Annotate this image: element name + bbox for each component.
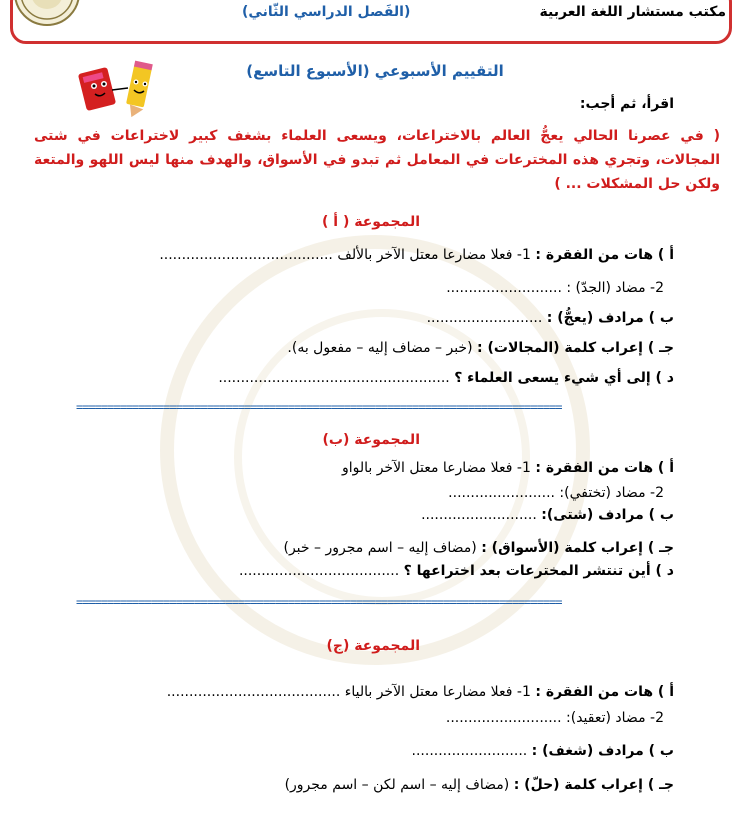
term-label: (الفَصل الدراسي الثّاني) [242, 4, 411, 20]
group-b-q4-text: .................................... [238, 563, 404, 579]
group-b-q4 [239, 563, 674, 579]
group-c-q3-text: (مضاف إليه – اسم لكن – اسم مجرور) [284, 777, 514, 793]
group-a-q1 [159, 247, 674, 263]
group-b-q1-label: أ ) هات من الفقرة : [535, 460, 674, 476]
group-b-q3 [284, 540, 675, 556]
group-c-q1-text: 1- فعلا مضارعا معتل الآخر بالياء ....................................... [166, 684, 536, 700]
group-a-title: المجموعة ( أ ) [322, 214, 420, 230]
group-a-q1-text: 1- فعلا مضارعا معتل الآخر بالألف ....................................... [159, 247, 536, 263]
group-b-q1b: 2- مضاد (تختفي): ........................ [448, 485, 664, 501]
group-a-q4-label: د ) إلى أي شيء يسعى العلماء ؟ [454, 370, 674, 386]
group-a-q1-label: أ ) هات من الفقرة : [535, 247, 674, 263]
group-a-q3-label: جـ ) إعراب كلمة (المجالات) : [477, 340, 674, 356]
group-b-q2-text: .......................... [421, 507, 542, 523]
group-a-q3-text: (خبر – مضاف إليه – مفعول به). [287, 340, 477, 356]
group-b-q4-label: د ) أين تنتشر المخترعات بعد اختراعها ؟ [403, 563, 674, 579]
group-a-q4 [218, 370, 674, 386]
group-a-q3 [287, 340, 674, 356]
group-c-q3-label: جـ ) إعراب كلمة (حلّ) : [513, 777, 674, 793]
group-b-title: المجموعة (ب) [322, 432, 420, 448]
group-b-q3-text: (مضاف إليه – اسم مجرور – خبر) [283, 540, 482, 556]
group-b-q2-label: ب ) مرادف (شتى): [541, 507, 674, 523]
instruction: اقرأ، ثم أجب: [579, 96, 674, 112]
group-a-q2-text: .......................... [426, 310, 547, 326]
group-c-q1-label: أ ) هات من الفقرة : [535, 684, 674, 700]
group-b-q1 [342, 460, 674, 476]
group-a-q2 [427, 310, 674, 326]
separator-line: ============================================================================== [76, 596, 562, 608]
group-b-q1-text: 1- فعلا مضارعا معتل الآخر بالواو [341, 460, 536, 476]
group-c-q2 [412, 743, 674, 759]
group-c-q3 [285, 777, 674, 793]
page-title: التقييم الأسبوعي (الأسبوع التاسع) [246, 62, 504, 80]
group-c-q2-text: .......................... [411, 743, 532, 759]
group-a-q1b: 2- مضاد (الجدّ) : .......................... [446, 280, 664, 296]
group-c-title: المجموعة (ج) [326, 638, 420, 654]
separator-line: ============================================================================== [76, 401, 562, 413]
group-c-q1 [167, 684, 674, 700]
group-b-q2 [421, 507, 674, 523]
group-c-q2-label: ب ) مرادف (شغف) : [531, 743, 674, 759]
group-a-q2-label: ب ) مرادف (يعجُّ) : [546, 310, 674, 326]
group-c-q1b: 2- مضاد (تعقيد): .......................... [445, 710, 664, 726]
office-name: مكتب مستشار اللغة العربية [539, 4, 726, 20]
group-a-q4-text: .................................................... [218, 370, 455, 386]
reading-passage: ( في عصرنا الحالي يعجُّ العالم بالاختراعات، ويسعى العلماء بشغف كبير لاختراعات في شتى المجالات، وتجري هذه المخترعات في المعامل ثم تبدو في الأسواق، والهدف منها ليس اللهو والمتعة ولكن حل المشكلات ... ) [34, 128, 720, 192]
group-b-q3-label: جـ ) إعراب كلمة (الأسواق) : [481, 540, 674, 556]
